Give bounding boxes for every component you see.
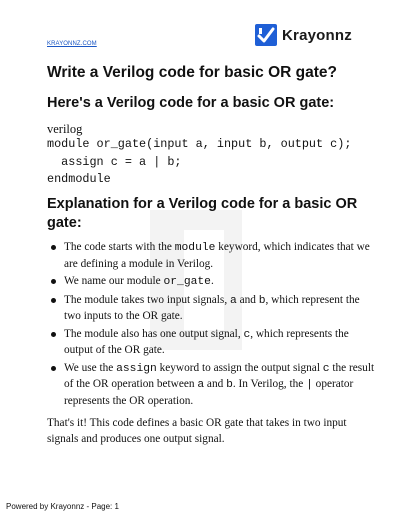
page-title: Write a Verilog code for basic OR gate? — [47, 64, 337, 81]
code-heading: Here's a Verilog code for a basic OR gate: — [47, 95, 335, 111]
list-item: We use the assign keyword to assign the output signal c the result of the OR operation between a and b. In Verilog, the | operator represents the OR operation. — [47, 361, 377, 410]
brand — [255, 24, 352, 46]
code-block: module or_gate(input a, input b, output c); assign c = a | b; endmodule — [47, 137, 352, 186]
list-item: The module takes two input signals, a and b, which represent the two inputs to the OR gate. — [47, 293, 377, 325]
explanation-list — [47, 240, 377, 411]
bullet-icon — [51, 245, 56, 250]
bullet-icon — [51, 298, 56, 303]
conclusion-paragraph: That's it! This code defines a basic OR gate that takes in two input signals and produces one output signal. — [47, 417, 347, 445]
list-item: The code starts with the module keyword, which indicates that we are defining a module in Verilog. — [47, 240, 377, 272]
brand-name: Krayonnz — [282, 26, 352, 44]
page-footer: Powered by Krayonnz - Page: 1 — [6, 502, 119, 511]
krayonnz-logo-icon — [255, 24, 277, 46]
code-language-label: verilog — [47, 122, 83, 136]
bullet-icon — [51, 279, 56, 284]
list-item: The module also has one output signal, c, which represents the output of the OR gate. — [47, 327, 377, 359]
list-item: We name our module or_gate. — [47, 274, 377, 291]
bullet-icon — [51, 366, 56, 371]
bullet-icon — [51, 332, 56, 337]
explanation-heading: Explanation for a Verilog code for a basic OR gate: — [47, 196, 358, 231]
site-link[interactable]: KRAYONNZ.COM — [47, 41, 97, 47]
